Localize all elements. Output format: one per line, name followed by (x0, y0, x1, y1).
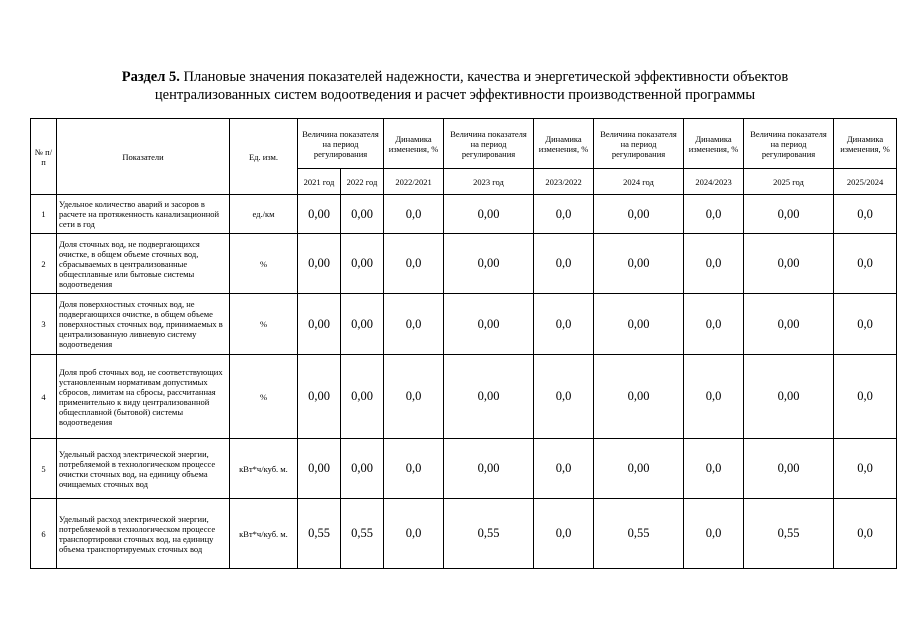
value-2022: 0,00 (341, 355, 384, 439)
header-year-2024: 2024 год (594, 169, 684, 195)
value-2025: 0,00 (744, 355, 834, 439)
dynamics-2023: 0,0 (534, 499, 594, 569)
header-dynamics-2023: Динамика изменения, % (534, 119, 594, 169)
value-2021: 0,00 (298, 355, 341, 439)
header-indicator: Показатели (57, 119, 230, 195)
row-num: 6 (31, 499, 57, 569)
value-2024: 0,00 (594, 355, 684, 439)
row-indicator: Доля поверхностных сточных вод, не подвергающихся очистке, в общем объеме поверхностных сточных вод, принимаемых в централизованную ливневую систему водоотведения (57, 294, 230, 355)
header-row-1 (31, 119, 897, 169)
dynamics-2022: 0,0 (384, 439, 444, 499)
value-2021: 0,00 (298, 294, 341, 355)
row-unit: % (230, 234, 298, 294)
value-2025: 0,00 (744, 439, 834, 499)
header-dynamics-2022: Динамика изменения, % (384, 119, 444, 169)
dynamics-2025: 0,0 (834, 439, 897, 499)
value-2023: 0,00 (444, 294, 534, 355)
table-row (31, 355, 897, 439)
value-2024: 0,00 (594, 294, 684, 355)
dynamics-2023: 0,0 (534, 234, 594, 294)
row-num: 3 (31, 294, 57, 355)
row-indicator: Доля проб сточных вод, не соответствующих установленным нормативам допустимых сбросов, лимитам на сбросы, рассчитанная применительно к виду централизованной общесплавной (бытовой) системы водоотведения (57, 355, 230, 439)
header-value-period-2025: Величина показателя на период регулирования (744, 119, 834, 169)
value-2023: 0,00 (444, 439, 534, 499)
table-row (31, 499, 897, 569)
row-num: 2 (31, 234, 57, 294)
title-line-1: Плановые значения показателей надежности, качества и энергетической эффективности объектов (179, 69, 789, 85)
header-ratio-2023-2022: 2023/2022 (534, 169, 594, 195)
table-row (31, 195, 897, 234)
value-2021: 0,55 (298, 499, 341, 569)
dynamics-2022: 0,0 (384, 234, 444, 294)
value-2022: 0,00 (341, 294, 384, 355)
row-indicator: Удельное количество аварий и засоров в расчете на протяженность канализационной сети в год (57, 195, 230, 234)
dynamics-2024: 0,0 (684, 439, 744, 499)
value-2022: 0,00 (341, 439, 384, 499)
value-2021: 0,00 (298, 439, 341, 499)
row-unit: % (230, 294, 298, 355)
value-2023: 0,00 (444, 234, 534, 294)
row-num: 4 (31, 355, 57, 439)
row-unit: кВт*ч/куб. м. (230, 499, 298, 569)
dynamics-2023: 0,0 (534, 294, 594, 355)
table-row (31, 234, 897, 294)
header-value-period-2021-2022: Величина показателя на период регулирования (298, 119, 384, 169)
dynamics-2024: 0,0 (684, 234, 744, 294)
dynamics-2023: 0,0 (534, 195, 594, 234)
header-dynamics-2025: Динамика изменения, % (834, 119, 897, 169)
dynamics-2022: 0,0 (384, 195, 444, 234)
value-2023: 0,00 (444, 355, 534, 439)
dynamics-2025: 0,0 (834, 234, 897, 294)
dynamics-2023: 0,0 (534, 355, 594, 439)
dynamics-2025: 0,0 (834, 294, 897, 355)
value-2022: 0,55 (341, 499, 384, 569)
value-2023: 0,55 (444, 499, 534, 569)
indicators-table (30, 118, 897, 569)
value-2025: 0,55 (744, 499, 834, 569)
row-unit: ед./км (230, 195, 298, 234)
header-year-2025: 2025 год (744, 169, 834, 195)
header-num: № п/п (31, 119, 57, 195)
dynamics-2024: 0,0 (684, 294, 744, 355)
dynamics-2024: 0,0 (684, 355, 744, 439)
value-2025: 0,00 (744, 294, 834, 355)
value-2024: 0,00 (594, 195, 684, 234)
table-row (31, 439, 897, 499)
header-year-2021: 2021 год (298, 169, 341, 195)
section-label: Раздел 5. (121, 69, 180, 85)
dynamics-2024: 0,0 (684, 499, 744, 569)
dynamics-2022: 0,0 (384, 499, 444, 569)
header-ratio-2024-2023: 2024/2023 (684, 169, 744, 195)
title-line-2: централизованных систем водоотведения и расчет эффективности производственной программы (154, 87, 756, 103)
header-dynamics-2024: Динамика изменения, % (684, 119, 744, 169)
row-unit: кВт*ч/куб. м. (230, 439, 298, 499)
row-indicator: Удельный расход электрической энергии, потребляемой в технологическом процессе транспортировки сточных вод, на единицу объема транспортируемых сточных вод (57, 499, 230, 569)
page-title (60, 68, 850, 104)
value-2024: 0,00 (594, 234, 684, 294)
value-2022: 0,00 (341, 234, 384, 294)
value-2023: 0,00 (444, 195, 534, 234)
value-2024: 0,00 (594, 439, 684, 499)
dynamics-2022: 0,0 (384, 294, 444, 355)
header-year-2023: 2023 год (444, 169, 534, 195)
row-indicator: Доля сточных вод, не подвергающихся очистке, в общем объеме сточных вод, сбрасываемых в централизованные общесплавные или бытовые системы водоотведения (57, 234, 230, 294)
table-row (31, 294, 897, 355)
dynamics-2025: 0,0 (834, 499, 897, 569)
dynamics-2022: 0,0 (384, 355, 444, 439)
value-2021: 0,00 (298, 195, 341, 234)
header-year-2022: 2022 год (341, 169, 384, 195)
value-2022: 0,00 (341, 195, 384, 234)
value-2021: 0,00 (298, 234, 341, 294)
row-unit: % (230, 355, 298, 439)
dynamics-2025: 0,0 (834, 355, 897, 439)
row-num: 5 (31, 439, 57, 499)
header-value-period-2024: Величина показателя на период регулирования (594, 119, 684, 169)
dynamics-2024: 0,0 (684, 195, 744, 234)
header-ratio-2025-2024: 2025/2024 (834, 169, 897, 195)
header-value-period-2023: Величина показателя на период регулирования (444, 119, 534, 169)
value-2025: 0,00 (744, 195, 834, 234)
dynamics-2025: 0,0 (834, 195, 897, 234)
value-2025: 0,00 (744, 234, 834, 294)
row-indicator: Удельный расход электрической энергии, потребляемой в технологическом процессе очистки сточных вод, на единицу объема очищаемых сточных вод (57, 439, 230, 499)
dynamics-2023: 0,0 (534, 439, 594, 499)
header-ratio-2022-2021: 2022/2021 (384, 169, 444, 195)
header-unit: Ед. изм. (230, 119, 298, 195)
value-2024: 0,55 (594, 499, 684, 569)
row-num: 1 (31, 195, 57, 234)
